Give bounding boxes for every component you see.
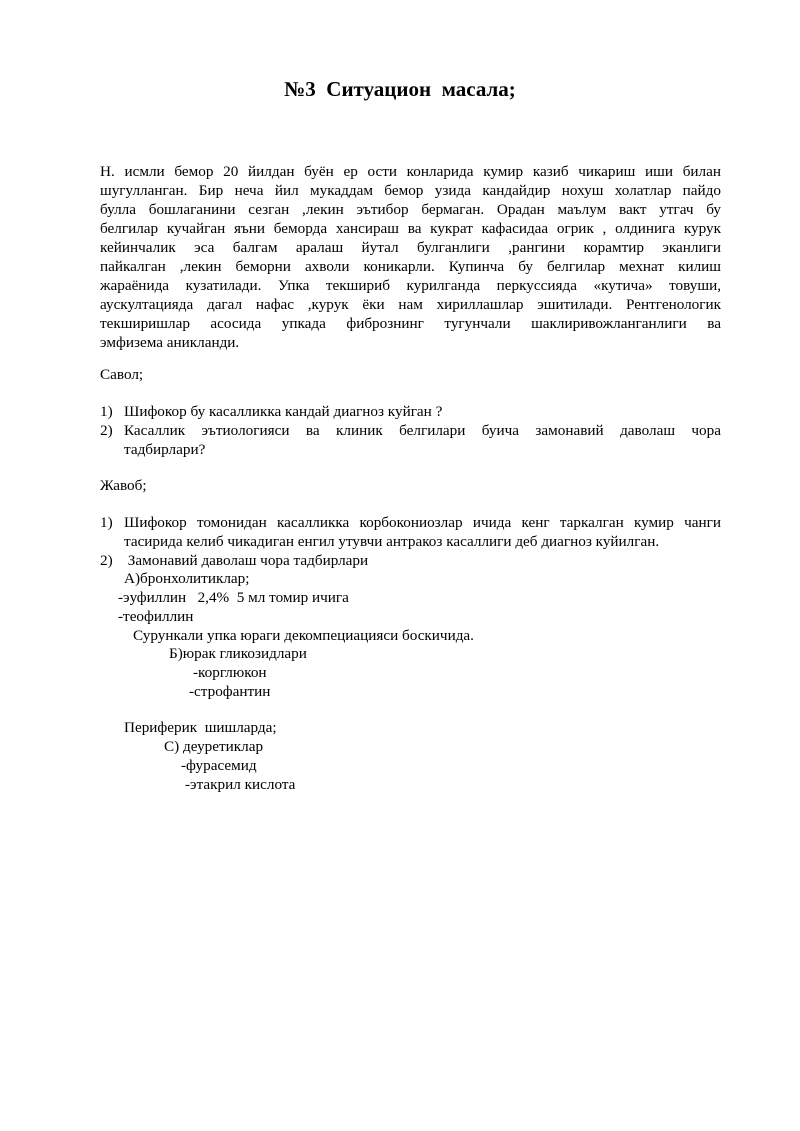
drug-item: -теофиллин [118,608,194,625]
list-number: 1) [100,403,113,420]
list-number: 2) [100,552,113,569]
bronchodilators-header: А)бронхолитиклар; [124,570,250,587]
drug-item: -корглюкон [193,664,267,681]
case-line: шугулланган. Бир неча йил мукаддам бемор узида кандайдир нохуш холатлар пайдо [100,182,721,199]
case-line: эмфизема аникланди. [100,334,240,351]
list-number: 1) [100,514,113,531]
answer-text: Замонавий даволаш чора тадбирлари [124,552,369,569]
drug-item: -строфантин [189,683,271,700]
list-number: 2) [100,422,113,439]
page-title: №3 Ситуацион масала; [284,77,516,101]
glycosides-header: Б)юрак гликозидлари [169,645,307,662]
case-line: кейинчалик эса балгам аралаш йутал булганлиги ,рангини корамтир эканлиги [100,239,721,256]
case-line: белгилар кучайган яъни беморда хансираш ва кукрат кафасидаа огрик , олдинига курук [100,220,721,237]
diuretics-header: С) деуретиклар [164,738,264,755]
answer-item [100,551,721,570]
question-item [100,421,721,459]
case-description [100,162,721,352]
stage-note: Сурункали упка юраги декомпециацияси боскичида. [133,627,474,644]
drug-item: -этакрил кислота [185,776,296,793]
peripheral-note: Периферик шишларда; [124,719,277,736]
drug-item: -фурасемид [181,757,257,774]
case-line: текширишлар асосида упкада фибрознинг тугунчали шаклиривожланганлиги ва [100,315,721,332]
case-line: булла бошлаганини сезган ,лекин эътибор бермаган. Орадан маълум вакт утгач бу [100,201,721,218]
case-line: жараёнида кузатилади. Упка текшириб курилганда перкуссияда «кутича» товуши, [100,277,721,294]
question-label: Савол; [100,366,144,383]
case-line: аускултацияда дагал нафас ,курук ёки нам хириллашлар эшитилади. Рентгенологик [100,296,721,313]
question-text: тадбирлари? [124,441,206,458]
question-text: Шифокор бу касалликка кандай диагноз куйган ? [124,403,443,420]
answer-item [100,513,721,551]
answer-list [100,513,721,570]
answer-label: Жавоб; [100,477,147,494]
answer-text: Шифокор томонидан касалликка корбокониозлар ичида кенг таркалган кумир чанги [124,514,721,531]
answer-text: тасирида келиб чикадиган енгил утувчи антракоз касаллиги деб диагноз куйилган. [124,533,660,550]
question-text: Касаллик эътиологияси ва клиник белгилари буича замонавий даволаш чора [124,422,721,439]
case-line: пайкалган ,лекин беморни ахволи коникарли. Купинча бу белгилар мехнат килиш [100,258,721,275]
question-list [100,402,721,459]
drug-item: -эуфиллин 2,4% 5 мл томир ичига [118,589,349,606]
question-item [100,402,721,421]
case-line: Н. исмли бемор 20 йилдан буён ер ости конларида кумир казиб чикариш иши билан [100,163,721,180]
